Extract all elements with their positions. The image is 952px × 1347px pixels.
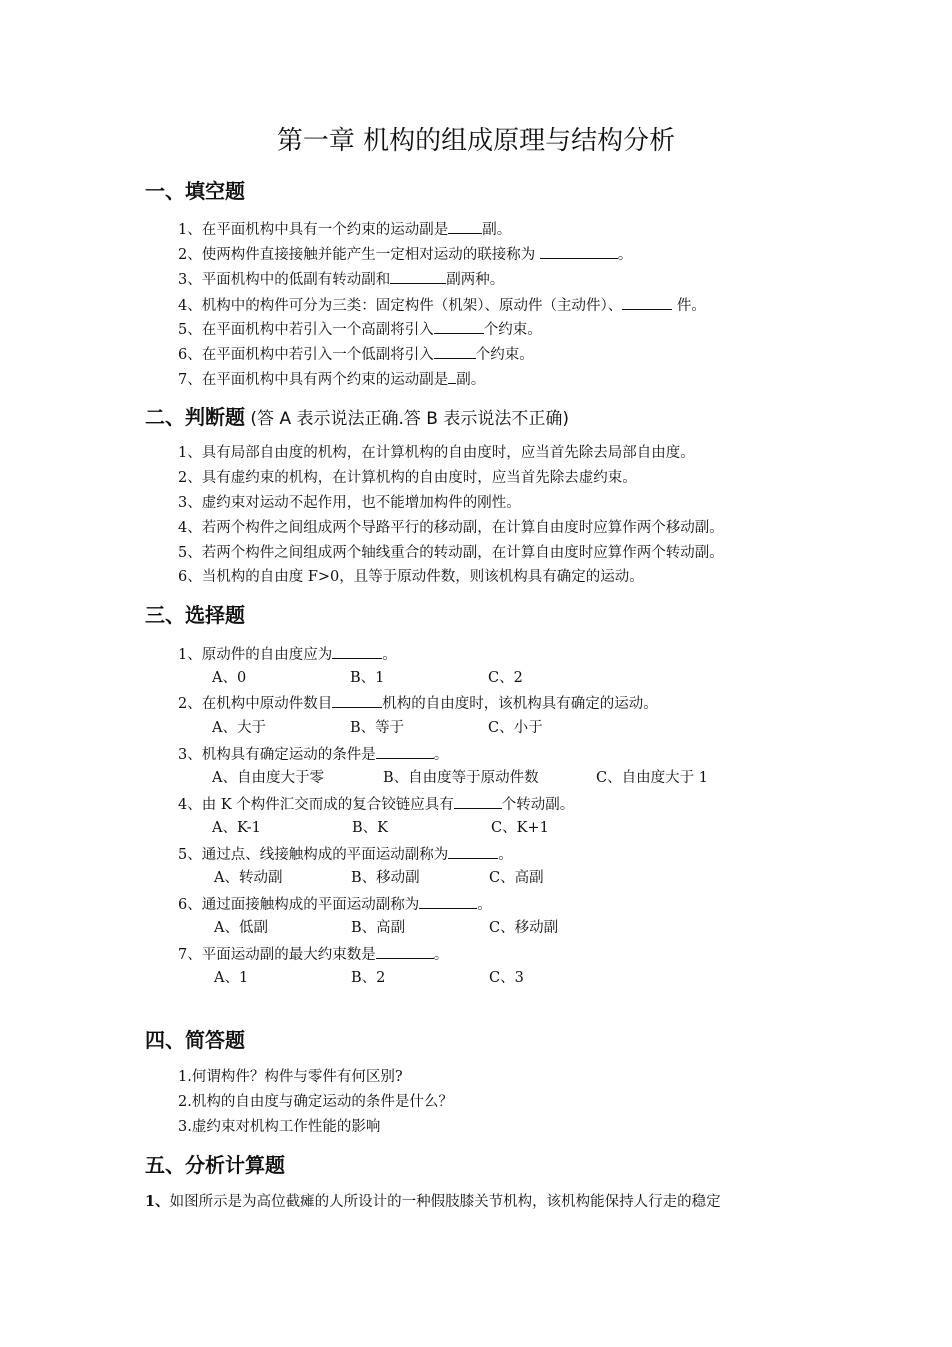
option-b: B、等于 — [350, 720, 405, 736]
section-heading-analysis: 五、分析计算题 — [145, 1153, 285, 1177]
section-heading-note: (答 A 表示说法正确.答 B 表示说法不正确) — [245, 409, 569, 429]
option-c: C、高副 — [489, 870, 544, 886]
question-text: 副。 — [456, 372, 486, 388]
question-text: 机构的自由度时，该机构具有确定的运动。 — [382, 696, 658, 712]
question-text: 。 — [617, 247, 633, 263]
option-a: A、0 — [212, 670, 247, 686]
question-text: 。 — [477, 897, 492, 913]
option-a: A、大于 — [212, 720, 266, 736]
option-b: B、移动副 — [351, 870, 420, 886]
fill-blank-question-5 — [178, 318, 542, 340]
answer-blank — [448, 843, 498, 859]
fill-blank-question-3 — [178, 268, 504, 290]
answer-blank — [376, 743, 434, 759]
answer-blank — [434, 343, 476, 359]
option-b: B、高副 — [351, 920, 406, 936]
answer-blank — [434, 318, 484, 334]
option-c: C、小于 — [488, 720, 543, 736]
question-text: 7、平面运动副的最大约束数是 — [178, 947, 376, 963]
option-a: A、转动副 — [214, 870, 283, 886]
choice-question-4 — [178, 793, 574, 815]
question-text: 1、在平面机构中具有一个约束的运动副是 — [178, 222, 449, 238]
true-false-item-4: 4、若两个构件之间组成两个导路平行的移动副，在计算自由度时应算作两个移动副。 — [178, 520, 724, 536]
option-c: C、2 — [488, 670, 523, 686]
question-text: 2、使两构件直接接触并能产生一定相对运动的联接称为 — [178, 247, 540, 263]
question-text: 。 — [433, 747, 449, 763]
question-text: 。 — [382, 647, 397, 663]
fill-blank-question-6 — [178, 343, 534, 365]
fill-blank-question-7 — [178, 368, 485, 390]
section-heading-short-answer: 四、简答题 — [145, 1028, 245, 1052]
choice-question-6 — [178, 893, 492, 915]
question-text: 5、通过点、线接触构成的平面运动副称为 — [178, 847, 449, 863]
answer-blank — [419, 893, 477, 909]
analysis-problem-1 — [145, 1192, 721, 1212]
answer-blank — [332, 643, 382, 659]
question-text: 个约束。 — [483, 322, 542, 338]
question-text: 副两种。 — [446, 272, 505, 288]
option-a: A、1 — [214, 970, 249, 986]
true-false-item-5: 5、若两个构件之间组成两个轴线重合的转动副，在计算自由度时应算作两个转动副。 — [178, 545, 724, 561]
question-text: 6、通过面接触构成的平面运动副称为 — [178, 897, 420, 913]
true-false-item-3: 3、虚约束对运动不起作用，也不能增加构件的刚性。 — [178, 495, 521, 511]
question-text: 个转动副。 — [501, 797, 575, 813]
question-text: 4、机构中的构件可分为三类：固定构件（机架）、原动件（主动件）、 — [178, 298, 623, 314]
question-text: 5、在平面机构中若引入一个高副将引入 — [178, 322, 434, 338]
option-c: C、自由度大于 1 — [596, 770, 708, 786]
question-text: 3、平面机构中的低副有转动副和 — [178, 272, 391, 288]
choice-question-1 — [178, 643, 397, 665]
short-answer-item-3: 3.虚约束对机构工作性能的影响 — [178, 1119, 381, 1135]
fill-blank-question-1 — [178, 218, 511, 240]
option-a: A、低副 — [214, 920, 268, 936]
question-text: 件。 — [672, 298, 706, 314]
section-heading-text: 二、判断题 — [145, 405, 245, 429]
question-text: 4、由 K 个构件汇交而成的复合铰链应具有 — [178, 797, 454, 813]
option-b: B、K — [352, 820, 388, 836]
choice-question-2 — [178, 692, 658, 714]
option-a: A、K-1 — [212, 820, 261, 836]
section-heading-fill-blank: 一、填空题 — [145, 179, 245, 203]
question-text: 副。 — [482, 222, 512, 238]
answer-blank — [540, 243, 618, 259]
question-text: 7、在平面机构中具有两个约束的运动副是 — [178, 372, 449, 388]
answer-blank — [332, 692, 382, 708]
question-text: 1、原动件的自由度应为 — [178, 647, 333, 663]
option-b: B、2 — [351, 970, 386, 986]
problem-number: 1、 — [145, 1193, 170, 1210]
section-heading-true-false — [145, 403, 569, 433]
option-c: C、K+1 — [491, 820, 549, 836]
answer-blank — [448, 218, 482, 234]
choice-question-3 — [178, 743, 448, 765]
question-text: 6、在平面机构中若引入一个低副将引入 — [178, 347, 434, 363]
chapter-title: 第一章 机构的组成原理与结构分析 — [276, 126, 676, 156]
question-text: 3、机构具有确定运动的条件是 — [178, 747, 376, 763]
option-a: A、自由度大于零 — [212, 770, 324, 786]
choice-question-7 — [178, 943, 448, 965]
problem-text: 如图所示是为高位截瘫的人所设计的一种假肢膝关节机构，该机构能保持人行走的稳定 — [169, 1194, 721, 1210]
question-text: 。 — [498, 847, 513, 863]
option-c: C、3 — [489, 970, 524, 986]
fill-blank-question-4 — [178, 294, 706, 316]
short-answer-item-2: 2.机构的自由度与确定运动的条件是什么？ — [178, 1094, 453, 1110]
option-b: B、1 — [350, 670, 385, 686]
option-c: C、移动副 — [489, 920, 559, 936]
true-false-item-1: 1、具有局部自由度的机构，在计算机构的自由度时，应当首先除去局部自由度。 — [178, 445, 695, 461]
section-heading-multiple-choice: 三、选择题 — [145, 603, 245, 627]
answer-blank — [390, 268, 446, 284]
question-text: 。 — [433, 947, 449, 963]
short-answer-item-1: 1.何谓构件？构件与零件有何区别? — [178, 1069, 403, 1085]
option-b: B、自由度等于原动件数 — [383, 770, 539, 786]
question-text: 个约束。 — [475, 347, 534, 363]
fill-blank-question-2 — [178, 243, 632, 265]
answer-blank — [454, 793, 502, 809]
question-text: 2、在机构中原动件数目 — [178, 696, 333, 712]
answer-blank — [376, 943, 434, 959]
answer-blank — [622, 294, 672, 310]
true-false-item-6: 6、当机构的自由度 F>0，且等于原动件数，则该机构具有确定的运动。 — [178, 569, 644, 585]
true-false-item-2: 2、具有虚约束的机构，在计算机构的自由度时，应当首先除去虚约束。 — [178, 470, 637, 486]
choice-question-5 — [178, 843, 513, 865]
